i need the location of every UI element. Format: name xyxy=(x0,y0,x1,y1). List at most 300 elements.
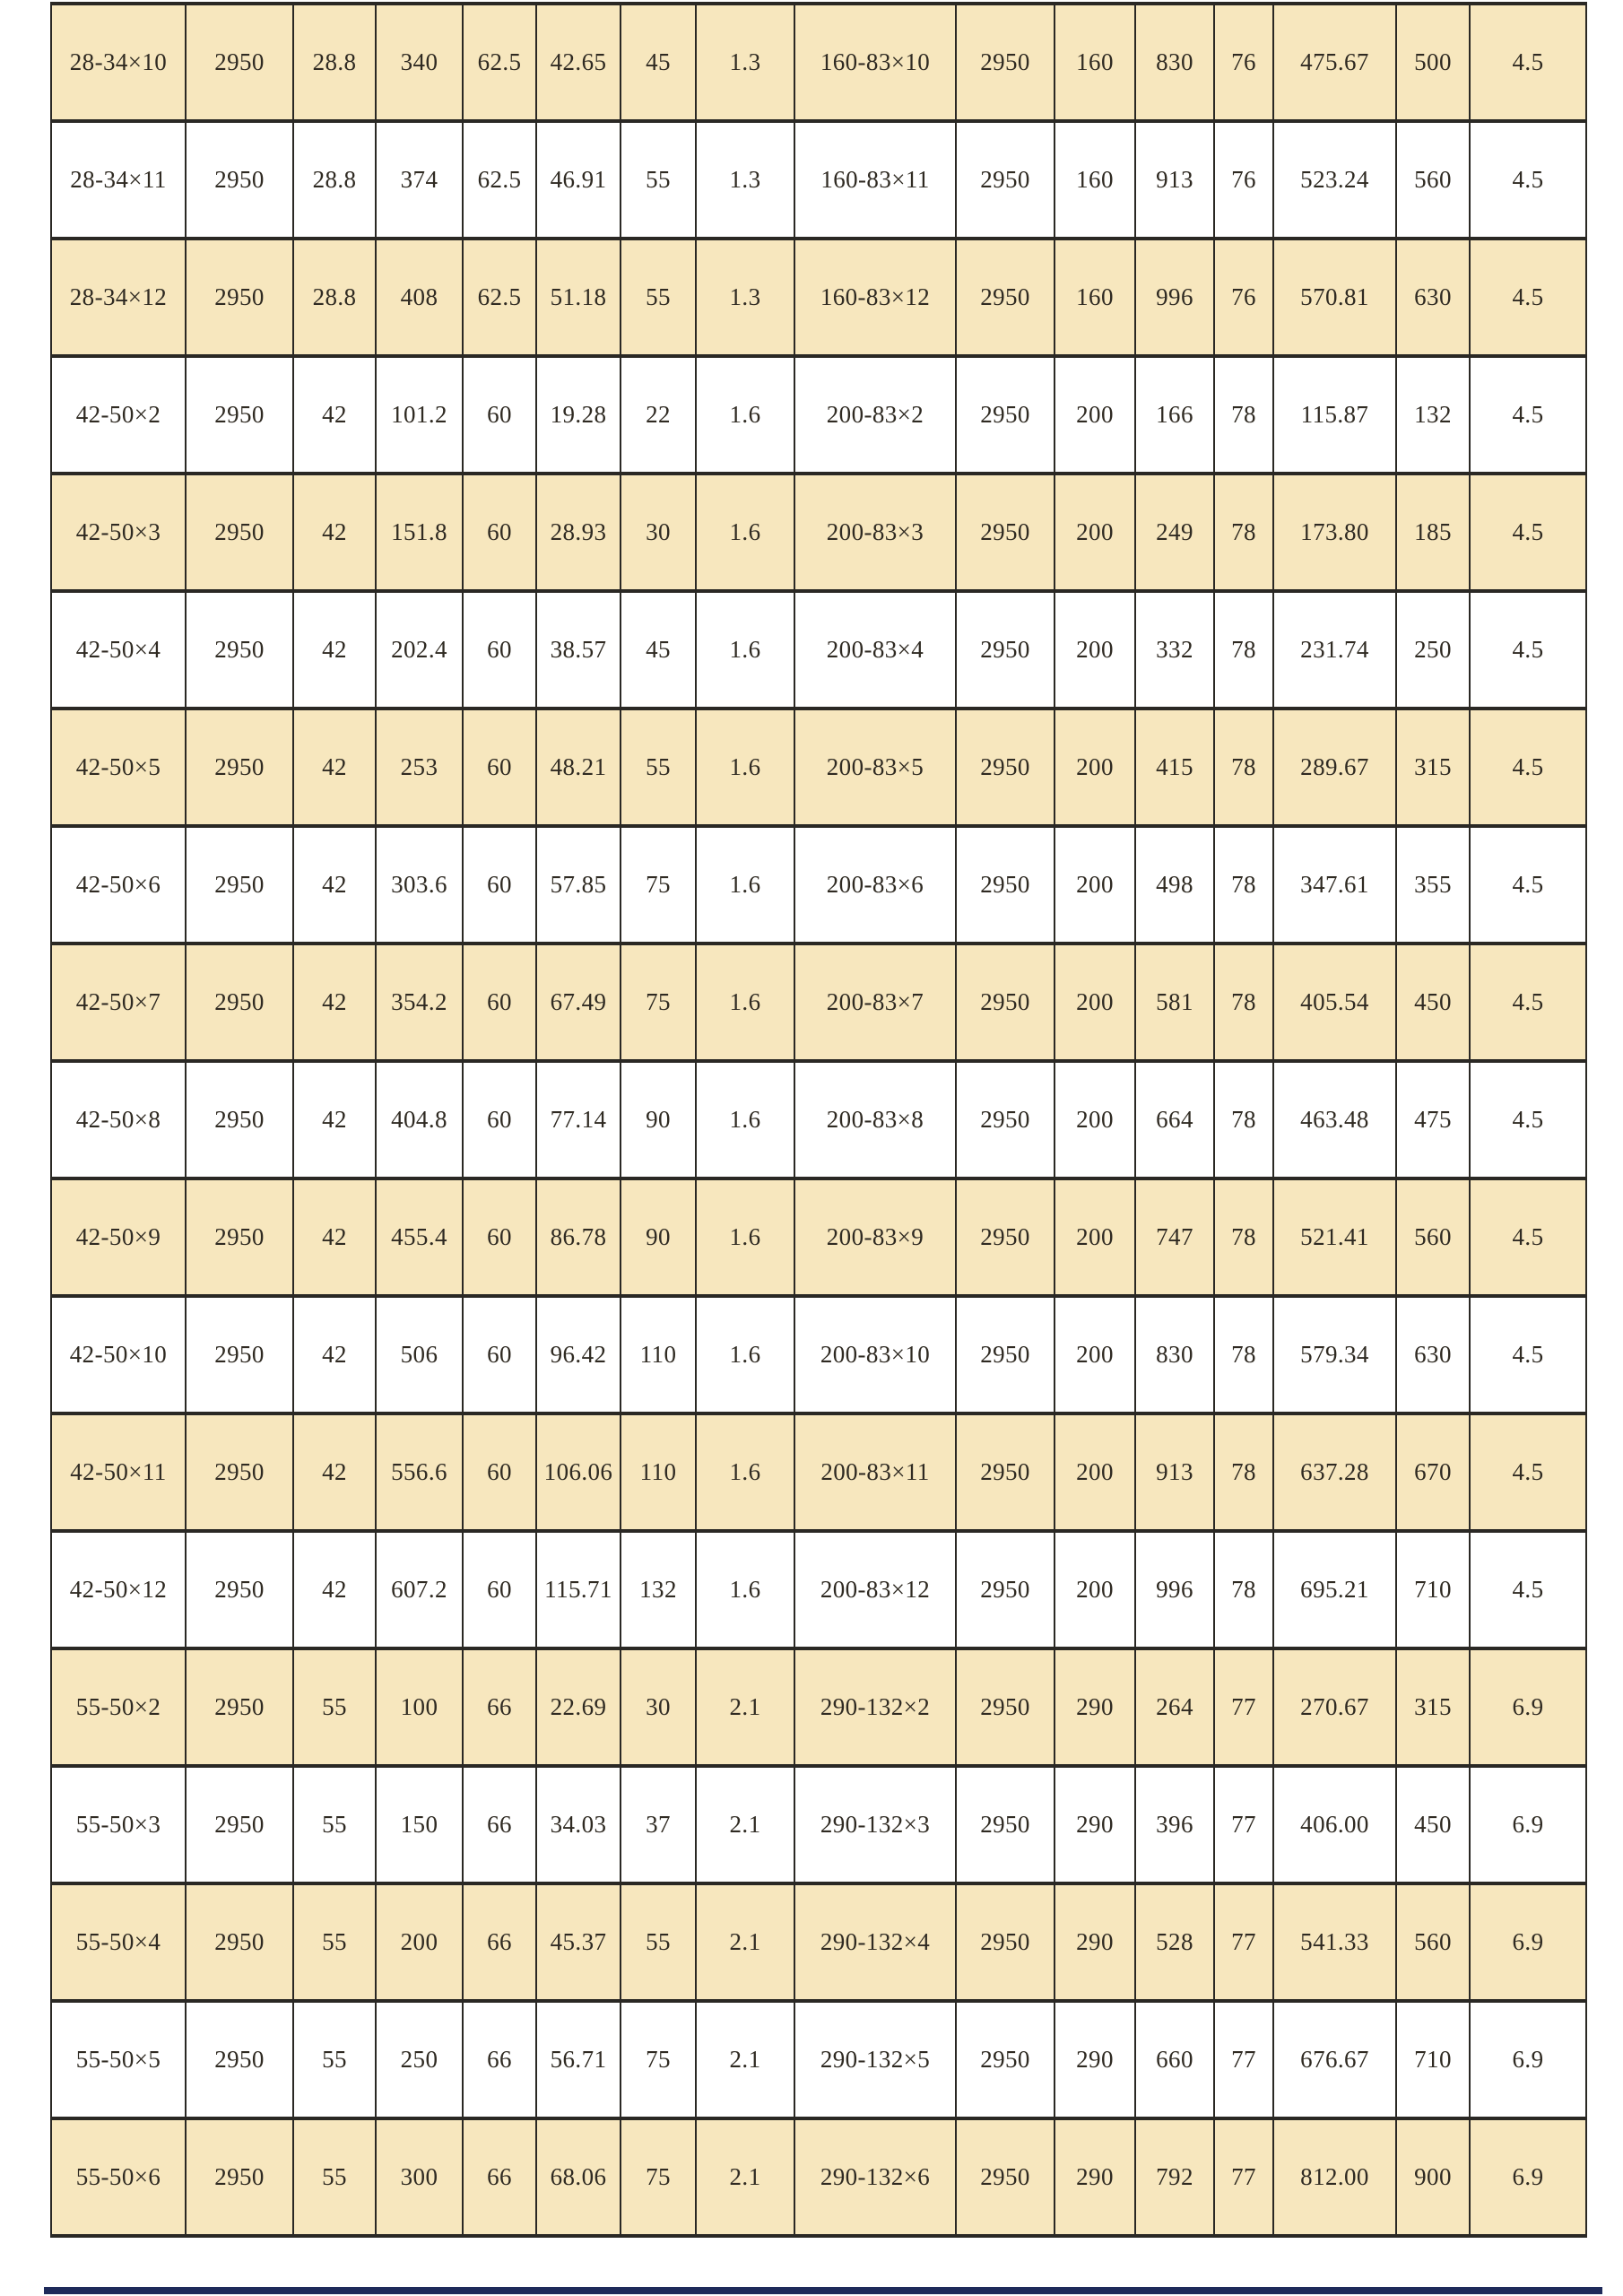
value-cell: 660 xyxy=(1135,2001,1214,2118)
model-cell: 290-132×5 xyxy=(794,2001,956,2118)
model-cell: 200-83×8 xyxy=(794,1061,956,1178)
value-cell: 78 xyxy=(1214,356,1273,474)
value-cell: 96.42 xyxy=(536,1296,621,1413)
value-cell: 404.8 xyxy=(376,1061,463,1178)
value-cell: 4.5 xyxy=(1470,944,1586,1061)
value-cell: 60 xyxy=(463,1061,536,1178)
value-cell: 2950 xyxy=(186,1883,293,2001)
value-cell: 913 xyxy=(1135,121,1214,239)
value-cell: 475 xyxy=(1396,1061,1470,1178)
value-cell: 4.5 xyxy=(1470,709,1586,826)
value-cell: 2950 xyxy=(956,1531,1055,1648)
value-cell: 45 xyxy=(621,4,696,121)
value-cell: 2950 xyxy=(186,1413,293,1531)
value-cell: 77 xyxy=(1214,1883,1273,2001)
table-row xyxy=(51,2001,1586,2118)
value-cell: 2950 xyxy=(956,1648,1055,1766)
value-cell: 695.21 xyxy=(1273,1531,1396,1648)
value-cell: 60 xyxy=(463,1531,536,1648)
value-cell: 106.06 xyxy=(536,1413,621,1531)
value-cell: 200 xyxy=(1055,944,1135,1061)
model-cell: 42-50×5 xyxy=(51,709,186,826)
value-cell: 78 xyxy=(1214,1296,1273,1413)
value-cell: 475.67 xyxy=(1273,4,1396,121)
value-cell: 42 xyxy=(293,1296,376,1413)
value-cell: 55 xyxy=(293,1766,376,1883)
value-cell: 2950 xyxy=(956,1061,1055,1178)
value-cell: 2950 xyxy=(186,239,293,356)
value-cell: 60 xyxy=(463,826,536,944)
value-cell: 60 xyxy=(463,474,536,591)
value-cell: 415 xyxy=(1135,709,1214,826)
value-cell: 2950 xyxy=(956,944,1055,1061)
value-cell: 60 xyxy=(463,591,536,709)
model-cell: 160-83×10 xyxy=(794,4,956,121)
value-cell: 78 xyxy=(1214,1178,1273,1296)
value-cell: 2950 xyxy=(186,1648,293,1766)
value-cell: 900 xyxy=(1396,2118,1470,2236)
value-cell: 48.21 xyxy=(536,709,621,826)
value-cell: 66 xyxy=(463,1883,536,2001)
value-cell: 2950 xyxy=(956,1766,1055,1883)
value-cell: 521.41 xyxy=(1273,1178,1396,1296)
value-cell: 42 xyxy=(293,474,376,591)
value-cell: 2.1 xyxy=(696,1648,794,1766)
value-cell: 160 xyxy=(1055,121,1135,239)
value-cell: 664 xyxy=(1135,1061,1214,1178)
model-cell: 42-50×11 xyxy=(51,1413,186,1531)
value-cell: 2950 xyxy=(956,591,1055,709)
value-cell: 1.3 xyxy=(696,121,794,239)
model-cell: 290-132×6 xyxy=(794,2118,956,2236)
value-cell: 1.6 xyxy=(696,944,794,1061)
model-cell: 42-50×9 xyxy=(51,1178,186,1296)
value-cell: 2950 xyxy=(186,709,293,826)
value-cell: 2.1 xyxy=(696,2118,794,2236)
value-cell: 1.6 xyxy=(696,1413,794,1531)
value-cell: 77 xyxy=(1214,1766,1273,1883)
model-cell: 200-83×11 xyxy=(794,1413,956,1531)
value-cell: 2950 xyxy=(186,1531,293,1648)
model-cell: 28-34×10 xyxy=(51,4,186,121)
value-cell: 166 xyxy=(1135,356,1214,474)
value-cell: 2950 xyxy=(186,826,293,944)
model-cell: 28-34×11 xyxy=(51,121,186,239)
model-cell: 200-83×5 xyxy=(794,709,956,826)
model-cell: 42-50×6 xyxy=(51,826,186,944)
model-cell: 42-50×8 xyxy=(51,1061,186,1178)
value-cell: 200 xyxy=(1055,1061,1135,1178)
value-cell: 506 xyxy=(376,1296,463,1413)
value-cell: 28.8 xyxy=(293,121,376,239)
value-cell: 101.2 xyxy=(376,356,463,474)
value-cell: 2950 xyxy=(186,474,293,591)
table-row xyxy=(51,1883,1586,2001)
value-cell: 792 xyxy=(1135,2118,1214,2236)
value-cell: 2.1 xyxy=(696,1766,794,1883)
value-cell: 830 xyxy=(1135,4,1214,121)
value-cell: 340 xyxy=(376,4,463,121)
value-cell: 37 xyxy=(621,1766,696,1883)
value-cell: 60 xyxy=(463,356,536,474)
value-cell: 55 xyxy=(293,2001,376,2118)
model-cell: 290-132×4 xyxy=(794,1883,956,2001)
value-cell: 1.6 xyxy=(696,1061,794,1178)
value-cell: 55 xyxy=(621,121,696,239)
value-cell: 28.8 xyxy=(293,239,376,356)
value-cell: 28.8 xyxy=(293,4,376,121)
model-cell: 160-83×12 xyxy=(794,239,956,356)
value-cell: 2950 xyxy=(186,1178,293,1296)
value-cell: 6.9 xyxy=(1470,2118,1586,2236)
model-cell: 160-83×11 xyxy=(794,121,956,239)
spec-table xyxy=(50,2,1587,2238)
value-cell: 830 xyxy=(1135,1296,1214,1413)
value-cell: 2.1 xyxy=(696,1883,794,2001)
value-cell: 290 xyxy=(1055,1766,1135,1883)
value-cell: 68.06 xyxy=(536,2118,621,2236)
value-cell: 76 xyxy=(1214,239,1273,356)
value-cell: 55 xyxy=(293,2118,376,2236)
value-cell: 408 xyxy=(376,239,463,356)
value-cell: 150 xyxy=(376,1766,463,1883)
model-cell: 42-50×4 xyxy=(51,591,186,709)
spec-table-body xyxy=(51,4,1586,2236)
table-row xyxy=(51,2118,1586,2236)
value-cell: 541.33 xyxy=(1273,1883,1396,2001)
value-cell: 51.18 xyxy=(536,239,621,356)
value-cell: 2950 xyxy=(956,709,1055,826)
model-cell: 200-83×10 xyxy=(794,1296,956,1413)
value-cell: 2950 xyxy=(186,1296,293,1413)
value-cell: 78 xyxy=(1214,1061,1273,1178)
value-cell: 2950 xyxy=(956,356,1055,474)
value-cell: 4.5 xyxy=(1470,474,1586,591)
value-cell: 200 xyxy=(1055,1178,1135,1296)
value-cell: 75 xyxy=(621,826,696,944)
value-cell: 1.3 xyxy=(696,4,794,121)
value-cell: 4.5 xyxy=(1470,1178,1586,1296)
value-cell: 86.78 xyxy=(536,1178,621,1296)
model-cell: 42-50×10 xyxy=(51,1296,186,1413)
value-cell: 637.28 xyxy=(1273,1413,1396,1531)
value-cell: 200 xyxy=(1055,1413,1135,1531)
value-cell: 1.6 xyxy=(696,1178,794,1296)
value-cell: 270.67 xyxy=(1273,1648,1396,1766)
value-cell: 710 xyxy=(1396,1531,1470,1648)
model-cell: 55-50×2 xyxy=(51,1648,186,1766)
value-cell: 4.5 xyxy=(1470,1531,1586,1648)
value-cell: 676.67 xyxy=(1273,2001,1396,2118)
value-cell: 2950 xyxy=(956,4,1055,121)
table-row xyxy=(51,239,1586,356)
value-cell: 913 xyxy=(1135,1413,1214,1531)
value-cell: 2950 xyxy=(186,2118,293,2236)
value-cell: 200 xyxy=(376,1883,463,2001)
value-cell: 581 xyxy=(1135,944,1214,1061)
value-cell: 62.5 xyxy=(463,239,536,356)
value-cell: 315 xyxy=(1396,709,1470,826)
value-cell: 1.6 xyxy=(696,356,794,474)
value-cell: 200 xyxy=(1055,1531,1135,1648)
value-cell: 160 xyxy=(1055,4,1135,121)
spec-table-container xyxy=(50,2,1587,2238)
value-cell: 406.00 xyxy=(1273,1766,1396,1883)
value-cell: 2950 xyxy=(186,4,293,121)
value-cell: 710 xyxy=(1396,2001,1470,2118)
value-cell: 560 xyxy=(1396,1178,1470,1296)
value-cell: 42 xyxy=(293,591,376,709)
model-cell: 42-50×3 xyxy=(51,474,186,591)
table-row xyxy=(51,1531,1586,1648)
value-cell: 670 xyxy=(1396,1413,1470,1531)
value-cell: 231.74 xyxy=(1273,591,1396,709)
bottom-accent-bar xyxy=(44,2287,1602,2294)
value-cell: 264 xyxy=(1135,1648,1214,1766)
model-cell: 42-50×2 xyxy=(51,356,186,474)
value-cell: 2950 xyxy=(956,2118,1055,2236)
table-row xyxy=(51,1648,1586,1766)
model-cell: 200-83×3 xyxy=(794,474,956,591)
value-cell: 812.00 xyxy=(1273,2118,1396,2236)
model-cell: 200-83×6 xyxy=(794,826,956,944)
model-cell: 200-83×9 xyxy=(794,1178,956,1296)
value-cell: 6.9 xyxy=(1470,1883,1586,2001)
value-cell: 4.5 xyxy=(1470,591,1586,709)
model-cell: 28-34×12 xyxy=(51,239,186,356)
model-cell: 55-50×4 xyxy=(51,1883,186,2001)
value-cell: 1.6 xyxy=(696,1531,794,1648)
value-cell: 38.57 xyxy=(536,591,621,709)
value-cell: 60 xyxy=(463,1413,536,1531)
value-cell: 66 xyxy=(463,1648,536,1766)
value-cell: 4.5 xyxy=(1470,826,1586,944)
value-cell: 1.6 xyxy=(696,826,794,944)
value-cell: 570.81 xyxy=(1273,239,1396,356)
value-cell: 556.6 xyxy=(376,1413,463,1531)
value-cell: 2950 xyxy=(956,474,1055,591)
value-cell: 42 xyxy=(293,1061,376,1178)
value-cell: 78 xyxy=(1214,1413,1273,1531)
value-cell: 55 xyxy=(621,709,696,826)
value-cell: 290 xyxy=(1055,2118,1135,2236)
value-cell: 300 xyxy=(376,2118,463,2236)
value-cell: 2950 xyxy=(956,2001,1055,2118)
value-cell: 200 xyxy=(1055,1296,1135,1413)
value-cell: 30 xyxy=(621,1648,696,1766)
table-row xyxy=(51,826,1586,944)
value-cell: 450 xyxy=(1396,944,1470,1061)
value-cell: 315 xyxy=(1396,1648,1470,1766)
model-cell: 200-83×12 xyxy=(794,1531,956,1648)
value-cell: 66 xyxy=(463,2001,536,2118)
value-cell: 303.6 xyxy=(376,826,463,944)
value-cell: 630 xyxy=(1396,1296,1470,1413)
value-cell: 249 xyxy=(1135,474,1214,591)
value-cell: 1.6 xyxy=(696,1296,794,1413)
value-cell: 2950 xyxy=(956,121,1055,239)
value-cell: 332 xyxy=(1135,591,1214,709)
value-cell: 151.8 xyxy=(376,474,463,591)
value-cell: 60 xyxy=(463,1296,536,1413)
value-cell: 4.5 xyxy=(1470,356,1586,474)
model-cell: 290-132×3 xyxy=(794,1766,956,1883)
value-cell: 76 xyxy=(1214,4,1273,121)
value-cell: 62.5 xyxy=(463,121,536,239)
model-cell: 200-83×7 xyxy=(794,944,956,1061)
table-row xyxy=(51,944,1586,1061)
value-cell: 2950 xyxy=(186,121,293,239)
value-cell: 100 xyxy=(376,1648,463,1766)
value-cell: 290 xyxy=(1055,2001,1135,2118)
value-cell: 46.91 xyxy=(536,121,621,239)
value-cell: 90 xyxy=(621,1061,696,1178)
value-cell: 115.87 xyxy=(1273,356,1396,474)
value-cell: 42 xyxy=(293,1531,376,1648)
value-cell: 42 xyxy=(293,826,376,944)
value-cell: 2950 xyxy=(186,1061,293,1178)
value-cell: 110 xyxy=(621,1296,696,1413)
value-cell: 2950 xyxy=(186,591,293,709)
value-cell: 78 xyxy=(1214,709,1273,826)
value-cell: 523.24 xyxy=(1273,121,1396,239)
value-cell: 607.2 xyxy=(376,1531,463,1648)
value-cell: 75 xyxy=(621,944,696,1061)
value-cell: 55 xyxy=(293,1883,376,2001)
value-cell: 30 xyxy=(621,474,696,591)
model-cell: 290-132×2 xyxy=(794,1648,956,1766)
table-row xyxy=(51,591,1586,709)
value-cell: 75 xyxy=(621,2001,696,2118)
value-cell: 374 xyxy=(376,121,463,239)
value-cell: 66 xyxy=(463,2118,536,2236)
value-cell: 77.14 xyxy=(536,1061,621,1178)
value-cell: 56.71 xyxy=(536,2001,621,2118)
model-cell: 55-50×5 xyxy=(51,2001,186,2118)
model-cell: 200-83×4 xyxy=(794,591,956,709)
value-cell: 200 xyxy=(1055,826,1135,944)
value-cell: 2950 xyxy=(186,944,293,1061)
value-cell: 42 xyxy=(293,1413,376,1531)
value-cell: 60 xyxy=(463,944,536,1061)
value-cell: 2950 xyxy=(956,1296,1055,1413)
value-cell: 4.5 xyxy=(1470,4,1586,121)
value-cell: 78 xyxy=(1214,474,1273,591)
value-cell: 2950 xyxy=(186,356,293,474)
value-cell: 290 xyxy=(1055,1648,1135,1766)
table-row xyxy=(51,1296,1586,1413)
value-cell: 57.85 xyxy=(536,826,621,944)
table-row xyxy=(51,1766,1586,1883)
value-cell: 200 xyxy=(1055,591,1135,709)
value-cell: 78 xyxy=(1214,944,1273,1061)
value-cell: 355 xyxy=(1396,826,1470,944)
table-row xyxy=(51,356,1586,474)
value-cell: 2950 xyxy=(186,1766,293,1883)
value-cell: 77 xyxy=(1214,2001,1273,2118)
value-cell: 996 xyxy=(1135,239,1214,356)
model-cell: 42-50×12 xyxy=(51,1531,186,1648)
value-cell: 78 xyxy=(1214,591,1273,709)
value-cell: 160 xyxy=(1055,239,1135,356)
value-cell: 463.48 xyxy=(1273,1061,1396,1178)
table-row xyxy=(51,4,1586,121)
value-cell: 62.5 xyxy=(463,4,536,121)
value-cell: 60 xyxy=(463,1178,536,1296)
model-cell: 200-83×2 xyxy=(794,356,956,474)
value-cell: 405.54 xyxy=(1273,944,1396,1061)
value-cell: 354.2 xyxy=(376,944,463,1061)
value-cell: 77 xyxy=(1214,1648,1273,1766)
value-cell: 2950 xyxy=(186,2001,293,2118)
table-row xyxy=(51,121,1586,239)
value-cell: 2950 xyxy=(956,1178,1055,1296)
value-cell: 2.1 xyxy=(696,2001,794,2118)
value-cell: 747 xyxy=(1135,1178,1214,1296)
value-cell: 42 xyxy=(293,1178,376,1296)
value-cell: 55 xyxy=(621,239,696,356)
value-cell: 42 xyxy=(293,356,376,474)
value-cell: 173.80 xyxy=(1273,474,1396,591)
value-cell: 132 xyxy=(621,1531,696,1648)
value-cell: 78 xyxy=(1214,1531,1273,1648)
value-cell: 77 xyxy=(1214,2118,1273,2236)
value-cell: 6.9 xyxy=(1470,2001,1586,2118)
value-cell: 2950 xyxy=(956,1413,1055,1531)
value-cell: 498 xyxy=(1135,826,1214,944)
value-cell: 1.6 xyxy=(696,591,794,709)
value-cell: 560 xyxy=(1396,1883,1470,2001)
value-cell: 250 xyxy=(376,2001,463,2118)
value-cell: 67.49 xyxy=(536,944,621,1061)
value-cell: 200 xyxy=(1055,709,1135,826)
value-cell: 90 xyxy=(621,1178,696,1296)
value-cell: 132 xyxy=(1396,356,1470,474)
value-cell: 1.3 xyxy=(696,239,794,356)
value-cell: 45.37 xyxy=(536,1883,621,2001)
value-cell: 289.67 xyxy=(1273,709,1396,826)
value-cell: 4.5 xyxy=(1470,1413,1586,1531)
value-cell: 42.65 xyxy=(536,4,621,121)
value-cell: 185 xyxy=(1396,474,1470,591)
value-cell: 28.93 xyxy=(536,474,621,591)
value-cell: 455.4 xyxy=(376,1178,463,1296)
value-cell: 75 xyxy=(621,2118,696,2236)
value-cell: 4.5 xyxy=(1470,121,1586,239)
table-row xyxy=(51,474,1586,591)
value-cell: 45 xyxy=(621,591,696,709)
value-cell: 6.9 xyxy=(1470,1648,1586,1766)
value-cell: 996 xyxy=(1135,1531,1214,1648)
value-cell: 290 xyxy=(1055,1883,1135,2001)
model-cell: 42-50×7 xyxy=(51,944,186,1061)
value-cell: 22 xyxy=(621,356,696,474)
value-cell: 2950 xyxy=(956,239,1055,356)
value-cell: 347.61 xyxy=(1273,826,1396,944)
value-cell: 4.5 xyxy=(1470,239,1586,356)
value-cell: 4.5 xyxy=(1470,1061,1586,1178)
value-cell: 579.34 xyxy=(1273,1296,1396,1413)
value-cell: 110 xyxy=(621,1413,696,1531)
value-cell: 200 xyxy=(1055,356,1135,474)
value-cell: 78 xyxy=(1214,826,1273,944)
value-cell: 253 xyxy=(376,709,463,826)
value-cell: 115.71 xyxy=(536,1531,621,1648)
value-cell: 42 xyxy=(293,709,376,826)
value-cell: 1.6 xyxy=(696,709,794,826)
value-cell: 200 xyxy=(1055,474,1135,591)
model-cell: 55-50×3 xyxy=(51,1766,186,1883)
